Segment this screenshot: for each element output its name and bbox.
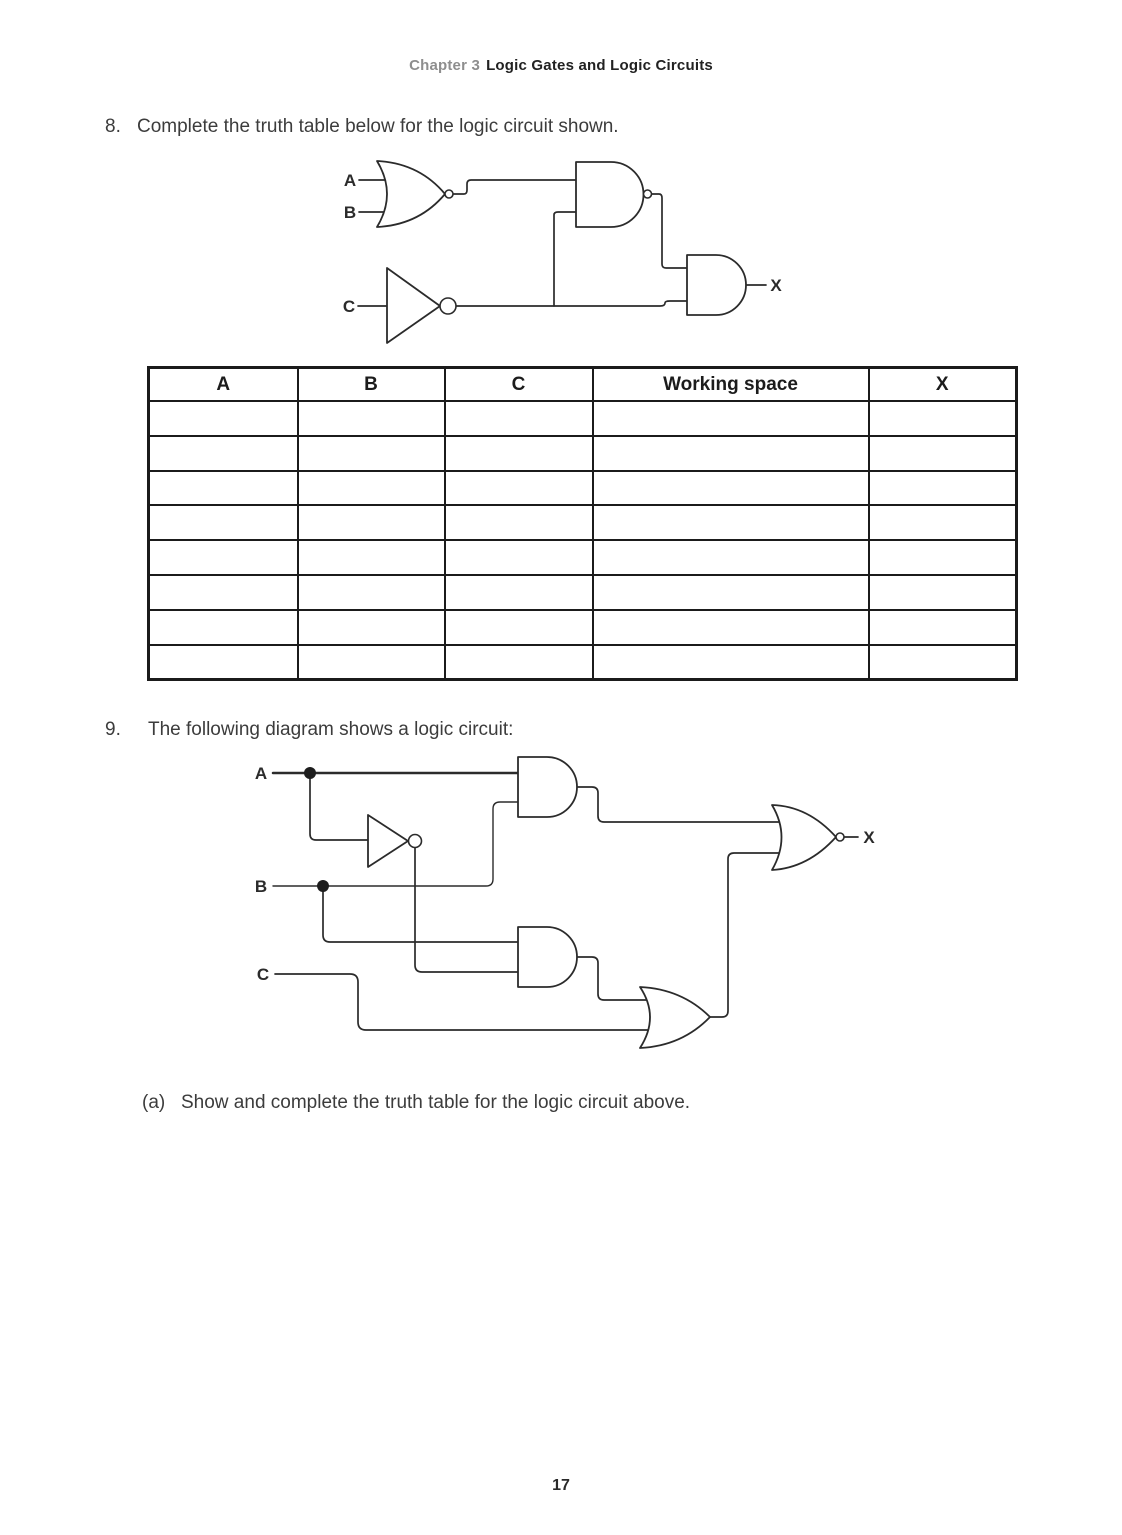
question-9-prompt: The following diagram shows a logic circuit: [148,719,514,740]
question-8-number: 8. [105,116,121,137]
truth-table-cell [298,471,445,506]
truth-table-header-cell: Working space [593,368,869,402]
truth-table-cell [445,645,593,680]
not-bubble [409,835,422,848]
truth-table-cell [298,645,445,680]
truth-table-cell [149,575,298,610]
junction-dot-b [317,880,329,892]
truth-table-cell [149,505,298,540]
truth-table-cell [593,575,869,610]
truth-table-cell [869,505,1017,540]
truth-table-cell [445,540,593,575]
truth-table-cell [869,575,1017,610]
truth-table-row [149,540,1017,575]
truth-table-header-cell: C [445,368,593,402]
truth-table-cell [149,436,298,471]
wire-c-main [275,974,650,1030]
truth-table-row [149,436,1017,471]
or-gate-bottom [640,987,710,1048]
question-9-part-a [142,1092,690,1114]
truth-table-cell [149,645,298,680]
wire-or-to-and [453,180,576,194]
truth-table-cell [593,436,869,471]
or-gate [377,161,445,227]
truth-table-cell [445,436,593,471]
truth-table-cell [593,645,869,680]
truth-table-header-cell: A [149,368,298,402]
truth-table-cell [149,540,298,575]
label-output-x: X [863,828,875,847]
truth-table-cell [593,505,869,540]
part-a-prompt: Show and complete the truth table for the logic circuit above. [181,1092,691,1113]
wire-and-to-and2 [651,194,687,268]
label-input-c: C [256,965,270,984]
question-9-number: 9. [105,719,121,740]
truth-table-row [149,401,1017,436]
label-input-a: A [343,171,357,190]
truth-table-cell [445,401,593,436]
wire-not-to-and-lower [415,848,518,972]
truth-table-cell [869,645,1017,680]
label-input-b: B [254,877,268,896]
label-input-b: B [343,203,357,222]
or-output-bubble [836,833,844,841]
truth-table-header-cell: X [869,368,1017,402]
and-gate-lower [518,927,577,987]
truth-table-cell [149,610,298,645]
page-number: 17 [552,1477,570,1494]
or-output-bubble [445,190,453,198]
junction-dot-a [304,767,316,779]
logic-circuit-diagram-q9 [240,745,890,1060]
truth-table-cell [298,610,445,645]
truth-table-cell [869,610,1017,645]
not-gate [387,268,440,343]
truth-table-header-row [149,368,1017,402]
wire-not-branch-to-and [554,212,576,306]
part-a-label: (a) [142,1092,166,1113]
question-8-prompt: Complete the truth table below for the logic circuit shown. [137,116,619,137]
truth-table-row [149,505,1017,540]
truth-table-cell [298,401,445,436]
truth-table-cell [445,610,593,645]
wire-a-branch-to-not [310,773,368,840]
wire-b-branch [323,886,518,942]
truth-table-cell [869,436,1017,471]
truth-table-cell [593,471,869,506]
label-output-x: X [770,276,782,295]
chapter-title: Logic Gates and Logic Circuits [486,57,713,74]
not-gate [368,815,408,867]
truth-table-cell [869,401,1017,436]
label-input-c: C [342,297,356,316]
truth-table-cell [593,540,869,575]
truth-table-body [149,401,1017,680]
truth-table-row [149,610,1017,645]
truth-table-cell [869,540,1017,575]
truth-table-cell [445,471,593,506]
question-9 [105,719,513,741]
not-bubble [440,298,456,314]
wire-and-top-to-or-final [577,787,780,822]
and-gate-1 [576,162,644,227]
truth-table-cell [445,505,593,540]
wire-and-lower-to-or [577,957,650,1000]
truth-table-cell [298,436,445,471]
chapter-label: Chapter 3 [409,57,481,74]
wire-or-to-or-final [710,853,780,1017]
truth-table-cell [149,471,298,506]
truth-table-cell [445,575,593,610]
truth-table [147,366,1018,681]
truth-table-cell [593,610,869,645]
and-output-bubble [644,190,652,198]
truth-table-header-cell: B [298,368,445,402]
and-gate-top [518,757,577,817]
or-gate-final [772,805,836,870]
question-8 [105,116,619,138]
truth-table-row [149,645,1017,680]
truth-table-cell [298,540,445,575]
truth-table-cell [593,401,869,436]
truth-table-cell [298,505,445,540]
truth-table-row [149,575,1017,610]
label-input-a: A [254,764,268,783]
running-header [0,57,1122,74]
truth-table-cell [869,471,1017,506]
truth-table-cell [298,575,445,610]
truth-table-cell [149,401,298,436]
and-gate-2 [687,255,746,315]
wire-not-to-and2 [456,301,687,306]
truth-table-row [149,471,1017,506]
logic-circuit-diagram-q8 [330,145,800,360]
